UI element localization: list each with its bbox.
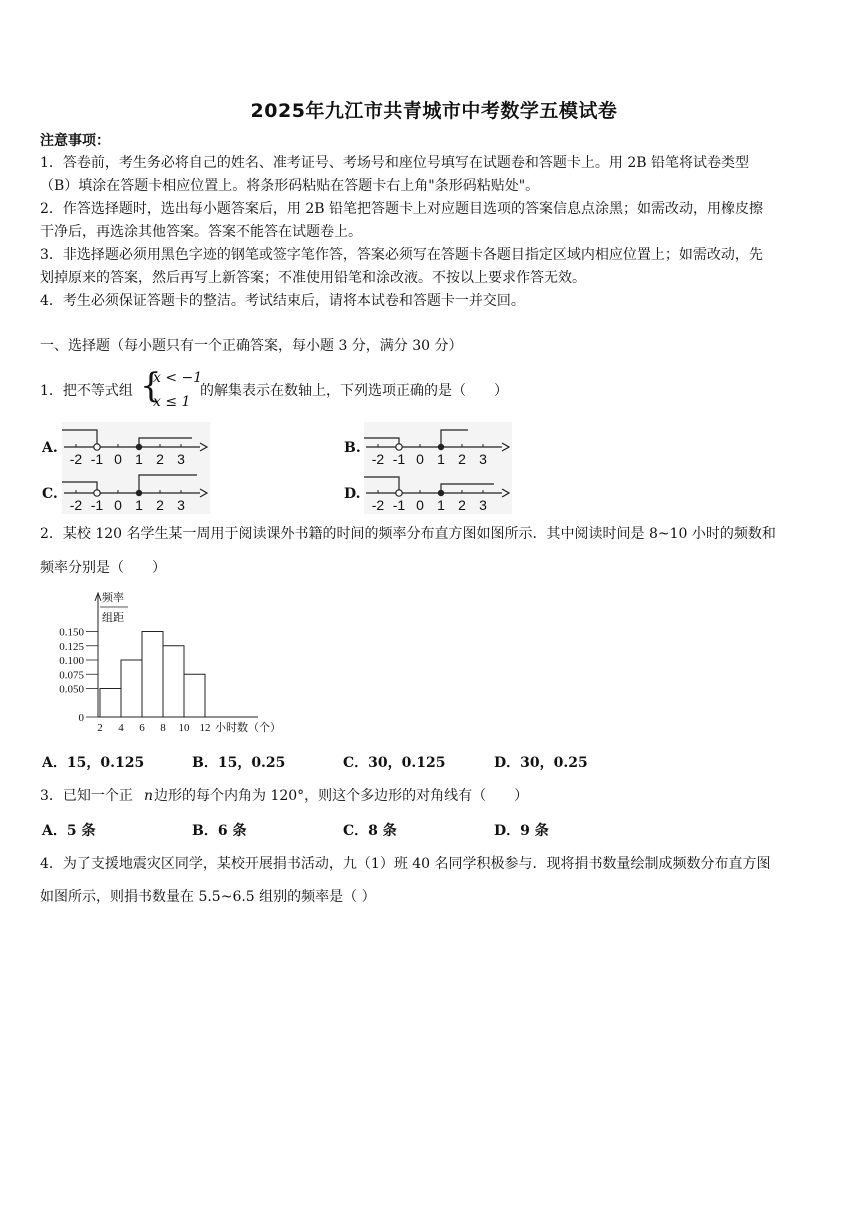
tick-label: 0 xyxy=(416,497,424,513)
y-label-top: 频率 xyxy=(102,592,124,604)
q1-option-c-label: C. xyxy=(42,486,58,502)
q3-suffix: 边形的每个内角为 120°，则这个多边形的对角线有（ ） xyxy=(154,788,529,804)
histogram-bar xyxy=(121,660,142,717)
tick-label: 3 xyxy=(479,451,487,467)
notice-line-2: 2．作答选择题时，选出每小题答案后，用 2B 铅笔把答题卡上对应题目选项的答案信息点涂黑；如需改动，用橡皮擦 xyxy=(40,201,763,217)
tick-label: -1 xyxy=(392,451,406,467)
tick-label: 1 xyxy=(437,497,445,513)
section-heading: 一、选择题（每小题只有一个正确答案，每小题 3 分，满分 30 分） xyxy=(40,338,463,354)
histogram-chart xyxy=(40,585,300,749)
tick-label: -2 xyxy=(69,497,83,513)
notice-heading: 注意事项： xyxy=(40,133,110,149)
q3-option-d: D．9 条 xyxy=(494,823,549,839)
notice-line-3: 3．非选择题必须用黑色字迹的钢笔或签字笔作答，答案必须写在答题卡各题目指定区域内相应位置上；如需改动，先 xyxy=(40,247,763,263)
brace-symbol: { xyxy=(140,366,162,406)
closed-point xyxy=(438,444,444,450)
histogram-bar xyxy=(100,689,121,718)
notice-line-4: 4．考生必须保证答题卡的整洁。考试结束后，请将本试卷和答题卡一并交回。 xyxy=(40,293,525,309)
q3-prefix: 3．已知一个正 xyxy=(40,788,133,804)
histogram-bar xyxy=(184,674,205,717)
notice-line-2b: 干净后，再选涂其他答案。答案不能答在试题卷上。 xyxy=(40,224,362,240)
tick-label: 2 xyxy=(458,497,466,513)
closed-point xyxy=(136,490,142,496)
number-line-d xyxy=(364,468,512,518)
notice-line-1b: （B）填涂在答题卡相应位置上。将条形码粘贴在答题卡右上角"条形码粘贴处"。 xyxy=(40,178,540,194)
closed-point xyxy=(136,444,142,450)
q3-option-a: A．5 条 xyxy=(42,823,96,839)
page-title: 2025年九江市共青城市中考数学五模试卷 xyxy=(250,100,618,122)
y-label-bottom: 组距 xyxy=(102,612,124,624)
q2-line-1: 2．某校 120 名学生某一周用于阅读课外书籍的时间的频率分布直方图如图所示．其中阅读时间是 8~10 小时的频数和 xyxy=(40,526,776,542)
q2-option-a: A．15，0.125 xyxy=(42,755,145,771)
q1-option-a-label: A. xyxy=(42,440,58,456)
tick-label: -1 xyxy=(392,497,406,513)
q2-option-b: B．15，0.25 xyxy=(192,755,286,771)
x-axis-label: 小时数（个） xyxy=(215,722,281,734)
tick-label: 2 xyxy=(458,451,466,467)
tick-label: -1 xyxy=(90,497,104,513)
q2-line-2: 频率分别是（ ） xyxy=(40,560,166,576)
x-tick-label: 8 xyxy=(160,722,166,734)
y-tick-label: 0.150 xyxy=(59,626,84,639)
q1-option-b-label: B. xyxy=(344,440,361,456)
histogram-bar xyxy=(163,646,184,717)
y-tick-label: 0.100 xyxy=(59,655,84,667)
x-tick-label: 6 xyxy=(139,722,145,734)
y-tick-label: 0.125 xyxy=(59,640,84,653)
x-tick-label: 10 xyxy=(178,722,190,734)
q3-option-c: C．8 条 xyxy=(343,823,397,839)
tick-label: 0 xyxy=(416,451,424,467)
q1-prefix: 1．把不等式组 xyxy=(40,383,133,399)
q3-variable: n xyxy=(144,788,154,804)
notice-line-1: 1．答卷前，考生务必将自己的姓名、准考证号、考场号和座位号填写在试题卷和答题卡上。用 2B 铅笔将试卷类型 xyxy=(40,155,749,171)
q2-option-c: C．30，0.125 xyxy=(343,755,446,771)
tick-label: 1 xyxy=(135,451,143,467)
q1-inequality-2: x ≤ 1 xyxy=(153,394,191,410)
tick-label: 1 xyxy=(135,497,143,513)
tick-label: -1 xyxy=(90,451,104,467)
number-line-c xyxy=(62,468,210,518)
tick-label: 2 xyxy=(156,497,164,513)
open-point xyxy=(94,490,100,496)
number-line-b xyxy=(364,422,512,472)
q4-line-1: 4．为了支援地震灾区同学，某校开展捐书活动，九（1）班 40 名同学积极参与．现将捐书数量绘制成频数分布直方图 xyxy=(40,856,771,872)
tick-label: 1 xyxy=(437,451,445,467)
tick-label: -2 xyxy=(371,497,385,513)
q1-suffix: 的解集表示在数轴上，下列选项正确的是（ ） xyxy=(200,383,508,399)
tick-label: -2 xyxy=(371,451,385,467)
open-point xyxy=(396,444,402,450)
tick-label: 3 xyxy=(177,451,185,467)
tick-label: 3 xyxy=(479,497,487,513)
tick-label: 0 xyxy=(114,451,122,467)
y-tick-label: 0 xyxy=(78,712,84,724)
q1-inequality-1: x < −1 xyxy=(153,370,203,386)
notice-line-3b: 划掉原来的答案，然后再写上新答案；不准使用铅笔和涂改液。不按以上要求作答无效。 xyxy=(40,270,586,286)
open-point xyxy=(396,490,402,496)
histogram-bar xyxy=(142,632,163,718)
number-line-a xyxy=(62,422,210,472)
closed-point xyxy=(438,490,444,496)
tick-label: 2 xyxy=(156,451,164,467)
tick-label: -2 xyxy=(69,451,83,467)
x-tick-label: 12 xyxy=(199,722,211,734)
x-tick-label: 2 xyxy=(97,722,103,734)
q1-option-d-label: D. xyxy=(344,486,361,502)
q2-option-d: D．30，0.25 xyxy=(494,755,588,771)
q4-line-2: 如图所示，则捐书数量在 5.5~6.5 组别的频率是（ ） xyxy=(40,889,376,905)
tick-label: 0 xyxy=(114,497,122,513)
y-tick-label: 0.050 xyxy=(59,683,84,696)
q3-option-b: B．6 条 xyxy=(192,823,247,839)
tick-label: 3 xyxy=(177,497,185,513)
x-tick-label: 4 xyxy=(118,722,124,734)
y-tick-label: 0.075 xyxy=(59,669,84,682)
open-point xyxy=(94,444,100,450)
